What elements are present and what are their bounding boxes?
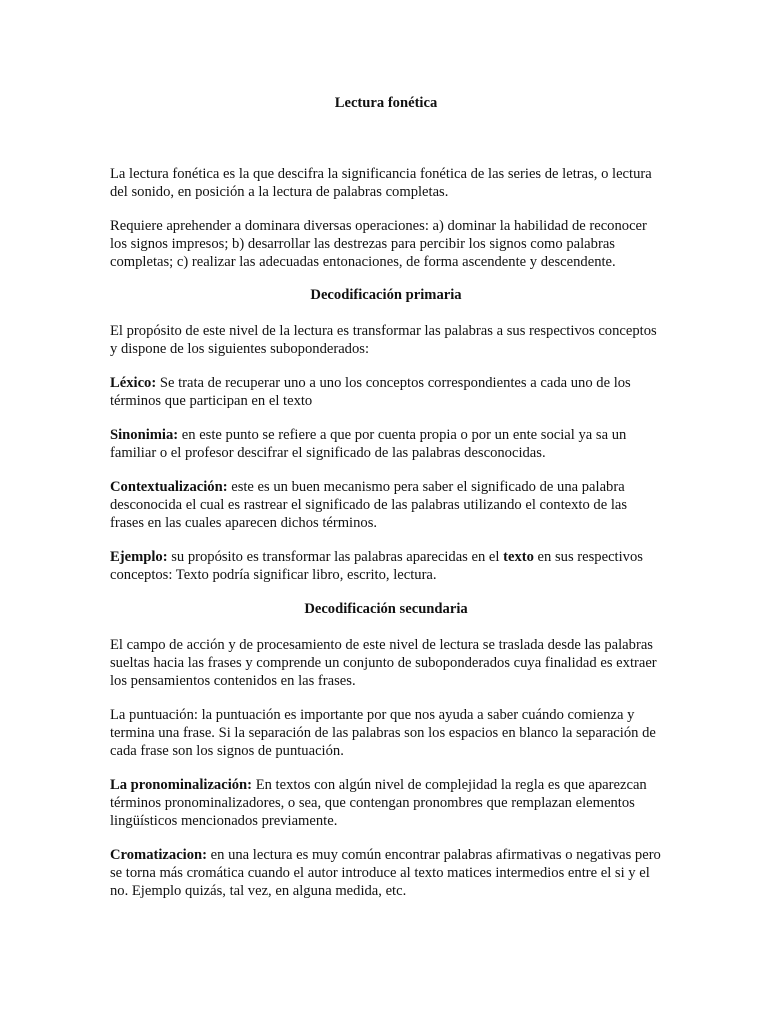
ejemplo-paragraph (110, 548, 662, 584)
ejemplo-text-after: en sus respectivos conceptos: Texto podría significar libro, escrito, lectura. (110, 549, 643, 583)
sinonimia-text: en este punto se refiere a que por cuenta propia o por un ente social ya sa un familiar o el profesor descifrar el significado de las palabras desconocidas. (110, 427, 627, 461)
ejemplo-text-before: su propósito es transformar las palabras aparecidas en el (167, 549, 504, 565)
pronominalizacion-paragraph (110, 776, 662, 830)
primary-intro-paragraph: El propósito de este nivel de la lectura es transformar las palabras a sus respectivos conceptos y dispone de los siguientes suboponderados: (110, 323, 657, 357)
sinonimia-paragraph (110, 426, 662, 462)
cromatizacion-paragraph (110, 846, 662, 900)
secondary-intro-paragraph: El campo de acción y de procesamiento de este nivel de lectura se traslada desde las palabras sueltas hacia las frases y comprende un conjunto de suboponderados cuya finalidad es extraer los pensamientos contenidos en las frases. (110, 637, 657, 689)
ejemplo-bold-word: texto (503, 549, 534, 565)
pronominalizacion-term: La pronominalización: (110, 777, 253, 793)
document-title: Lectura fonética (334, 95, 438, 111)
sinonimia-term: Sinonimia: (110, 427, 179, 443)
pronominalizacion-text: En textos con algún nivel de complejidad la regla es que aparezcan términos pronominalizadores, o sea, que contengan pronombres que remplazan elementos lingüísticos mencionados previamente. (110, 777, 647, 829)
primary-decoding-heading: Decodificación primaria (310, 287, 462, 303)
requirements-paragraph: Requiere aprehender a dominara diversas operaciones: a) dominar la habilidad de reconocer los signos impresos; b) desarrollar las destrezas para percibir los signos como palabras completas; c) realizar las adecuadas entonaciones, de forma ascendente y descendente. (110, 218, 647, 270)
intro-paragraph: La lectura fonética es la que descifra la significancia fonética de las series de letras, o lectura del sonido, en posición a la lectura de palabras completas. (110, 166, 652, 200)
lexico-term: Léxico: (110, 375, 157, 391)
cromatizacion-text: en una lectura es muy común encontrar palabras afirmativas o negativas pero se torna más cromática cuando el autor introduce al texto matices intermedios entre el si y el no. Ejemplo quizás, tal vez, en alguna medida, etc. (110, 847, 661, 899)
lexico-text: Se trata de recuperar uno a uno los conceptos correspondientes a cada uno de los términos que participan en el texto (110, 375, 631, 409)
cromatizacion-term: Cromatizacion: (110, 847, 207, 863)
contextualizacion-text: este es un buen mecanismo pera saber el significado de una palabra desconocida el cual es rastrear el significado de las palabras utilizando el contexto de las frases en las cuales aparecen dichos términos. (110, 479, 628, 531)
ejemplo-term: Ejemplo: (110, 549, 168, 565)
contextualizacion-term: Contextualización: (110, 479, 228, 495)
contextualizacion-paragraph (110, 478, 662, 532)
lexico-paragraph (110, 374, 662, 410)
document-body (110, 94, 662, 916)
secondary-decoding-heading: Decodificación secundaria (304, 601, 468, 617)
puntuacion-paragraph: La puntuación: la puntuación es importante por que nos ayuda a saber cuándo comienza y termina una frase. Si la separación de las palabras son los espacios en blanco la separación de cada frase son los signos de puntuación. (110, 707, 656, 759)
